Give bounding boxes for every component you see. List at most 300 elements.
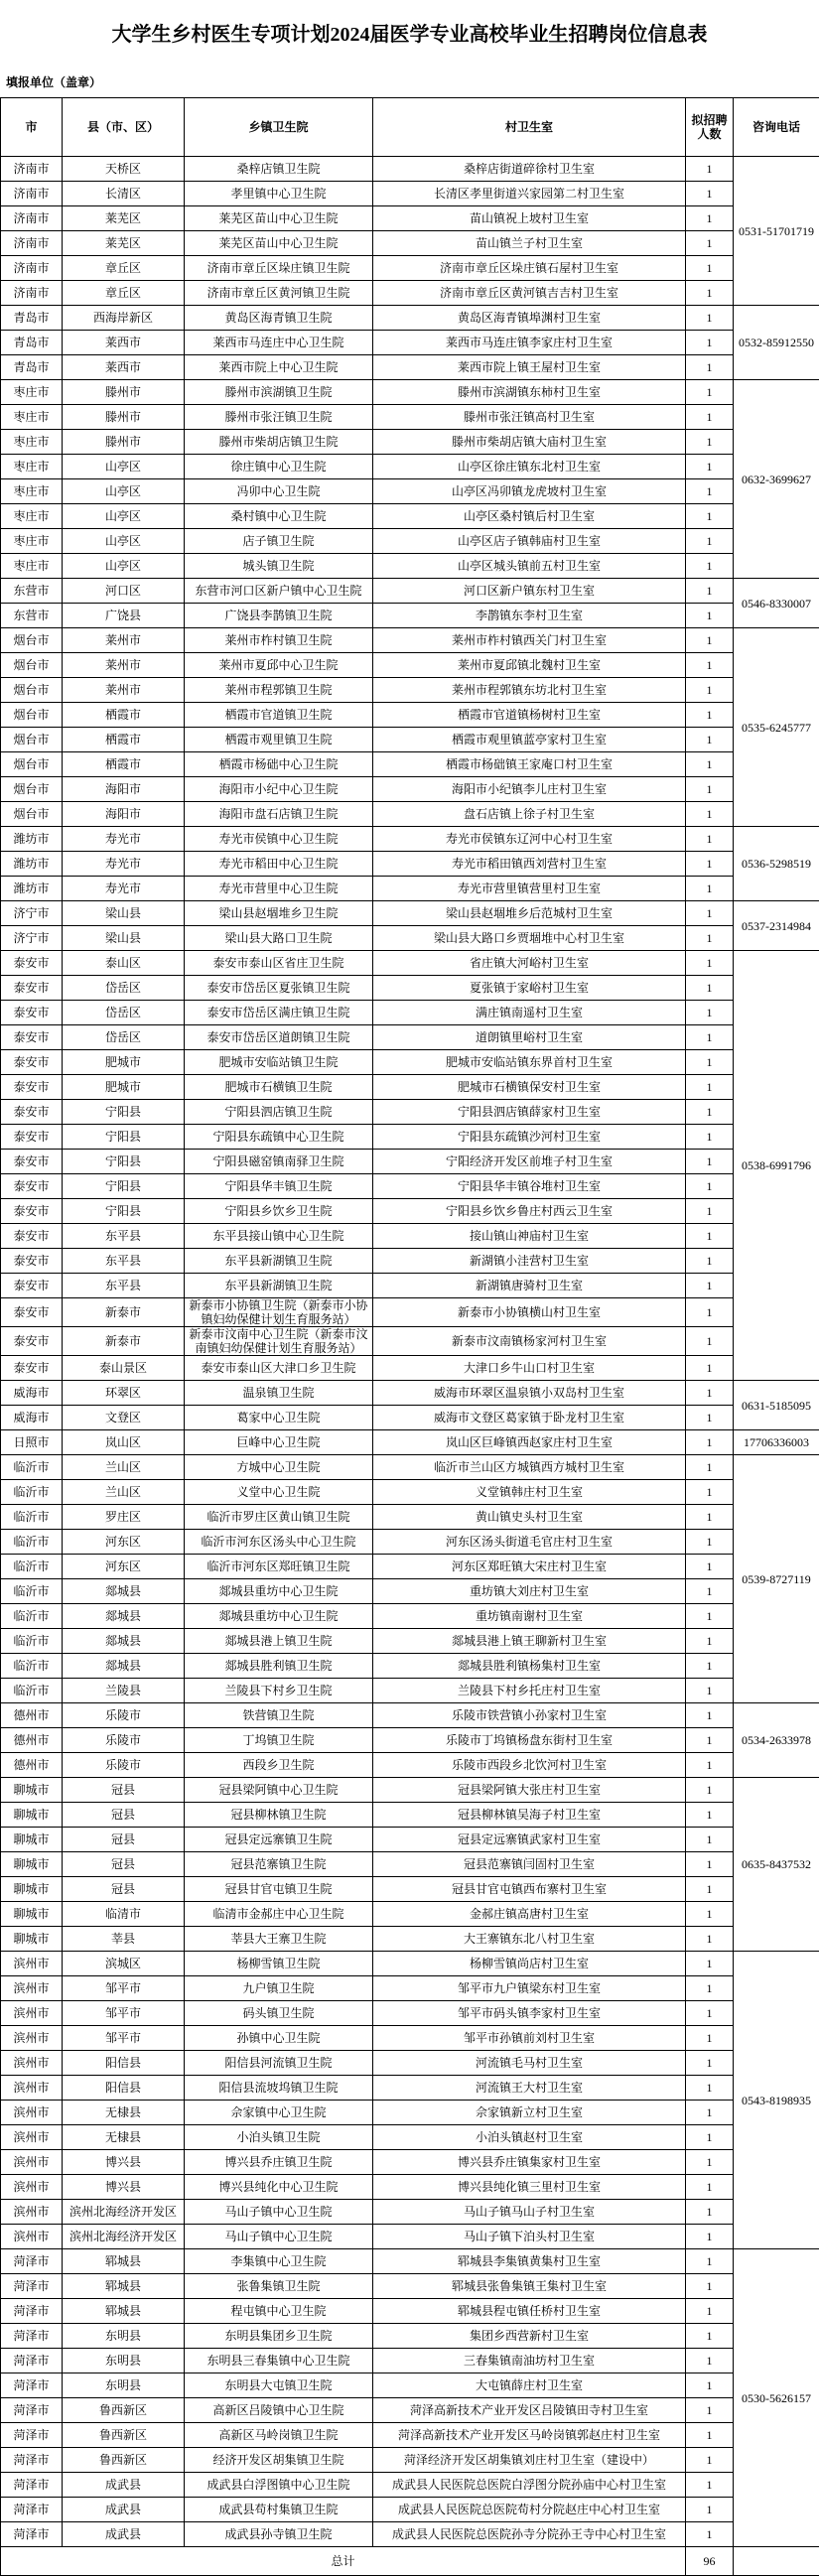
village-cell: 邹平市九户镇梁东村卫生室 (373, 1976, 686, 2001)
county-cell: 山亭区 (63, 455, 185, 479)
header-count (686, 98, 734, 157)
township-cell: 西段乡卫生院 (185, 1753, 373, 1778)
table-row (1, 2249, 819, 2274)
city-cell: 临沂市 (1, 1530, 63, 1555)
table-row (1, 380, 819, 405)
township-cell: 店子镇卫生院 (185, 529, 373, 554)
city-cell: 临沂市 (1, 1480, 63, 1505)
township-cell: 巨峰中心卫生院 (185, 1430, 373, 1455)
township-cell: 黄岛区海青镇卫生院 (185, 306, 373, 331)
county-cell: 兰山区 (63, 1480, 185, 1505)
county-cell: 邹平市 (63, 2001, 185, 2026)
city-cell: 聊城市 (1, 1778, 63, 1803)
county-cell: 梁山县 (63, 926, 185, 951)
table-row (1, 678, 819, 703)
table-row (1, 901, 819, 926)
table-row (1, 2225, 819, 2249)
count-cell: 1 (686, 1530, 734, 1555)
city-cell: 滨州市 (1, 1952, 63, 1976)
count-cell: 1 (686, 777, 734, 802)
village-cell: 郓城县程屯镇任桥村卫生室 (373, 2299, 686, 2324)
township-cell: 东明县三春集镇中心卫生院 (185, 2349, 373, 2373)
county-cell: 滕州市 (63, 380, 185, 405)
count-cell: 1 (686, 1803, 734, 1828)
count-cell: 1 (686, 1455, 734, 1480)
table-row (1, 1555, 819, 1579)
city-cell: 枣庄市 (1, 479, 63, 504)
count-cell: 1 (686, 1728, 734, 1753)
count-cell: 1 (686, 1174, 734, 1199)
village-cell: 重坊镇大刘庄村卫生室 (373, 1579, 686, 1604)
township-cell: 泰安市泰山区大津口乡卫生院 (185, 1356, 373, 1381)
count-cell: 1 (686, 1555, 734, 1579)
county-cell: 莱西市 (63, 331, 185, 355)
table-row (1, 827, 819, 852)
county-cell: 滕州市 (63, 430, 185, 455)
village-cell: 宁阳县华丰镇谷堆村卫生室 (373, 1174, 686, 1199)
table-row (1, 1455, 819, 1480)
village-cell: 临沂市兰山区方城镇西方城村卫生室 (373, 1455, 686, 1480)
county-cell: 岱岳区 (63, 976, 185, 1001)
table-row (1, 1679, 819, 1703)
county-cell: 阳信县 (63, 2076, 185, 2101)
city-cell: 临沂市 (1, 1654, 63, 1679)
village-cell: 莱西市院上镇王屋村卫生室 (373, 355, 686, 380)
city-cell: 枣庄市 (1, 529, 63, 554)
table-row (1, 529, 819, 554)
village-cell: 济南市章丘区黄河镇吉吉村卫生室 (373, 281, 686, 306)
city-cell: 德州市 (1, 1753, 63, 1778)
city-cell: 青岛市 (1, 355, 63, 380)
county-cell: 长清区 (63, 182, 185, 206)
county-cell: 东平县 (63, 1274, 185, 1298)
city-cell: 泰安市 (1, 1356, 63, 1381)
county-cell: 海阳市 (63, 777, 185, 802)
city-cell: 烟台市 (1, 628, 63, 653)
table-row (1, 877, 819, 901)
table-row (1, 504, 819, 529)
table-row (1, 206, 819, 231)
township-cell: 郯城县重坊中心卫生院 (185, 1604, 373, 1629)
county-cell: 莱芜区 (63, 231, 185, 256)
header-count-label: 拟招聘人数 (692, 113, 728, 141)
county-cell: 莘县 (63, 1927, 185, 1952)
city-cell: 枣庄市 (1, 554, 63, 579)
count-cell: 1 (686, 1025, 734, 1050)
count-cell: 1 (686, 1381, 734, 1406)
township-cell: 宁阳县磁窑镇南驿卫生院 (185, 1150, 373, 1174)
township-cell: 寿光市营里中心卫生院 (185, 877, 373, 901)
city-cell: 聊城市 (1, 1852, 63, 1877)
county-cell: 博兴县 (63, 2150, 185, 2175)
township-cell: 冠县定远寨镇卫生院 (185, 1828, 373, 1852)
township-cell: 马山子镇中心卫生院 (185, 2200, 373, 2225)
header-row (1, 98, 819, 157)
village-cell: 郯城县港上镇王聊新村卫生室 (373, 1629, 686, 1654)
village-cell: 栖霞市杨础镇王家庵口村卫生室 (373, 752, 686, 777)
county-cell: 栖霞市 (63, 752, 185, 777)
village-cell: 山亭区店子镇韩庙村卫生室 (373, 529, 686, 554)
county-cell: 寿光市 (63, 852, 185, 877)
county-cell: 肥城市 (63, 1075, 185, 1100)
township-cell: 宁阳县乡饮乡卫生院 (185, 1199, 373, 1224)
table-row (1, 1025, 819, 1050)
township-cell: 栖霞市官道镇卫生院 (185, 703, 373, 728)
township-cell: 博兴县乔庄镇卫生院 (185, 2150, 373, 2175)
count-cell: 1 (686, 2498, 734, 2522)
county-cell: 郓城县 (63, 2274, 185, 2299)
county-cell: 临清市 (63, 1902, 185, 1927)
township-cell: 桑村镇中心卫生院 (185, 504, 373, 529)
county-cell: 章丘区 (63, 281, 185, 306)
count-cell: 1 (686, 2324, 734, 2349)
city-cell: 济南市 (1, 231, 63, 256)
count-cell: 1 (686, 554, 734, 579)
township-cell: 肥城市安临站镇卫生院 (185, 1050, 373, 1075)
township-cell: 泰安市岱岳区夏张镇卫生院 (185, 976, 373, 1001)
county-cell: 文登区 (63, 1406, 185, 1430)
city-cell: 滨州市 (1, 2200, 63, 2225)
table-row (1, 1902, 819, 1927)
village-cell: 满庄镇南遥村卫生室 (373, 1001, 686, 1025)
village-cell: 河口区新户镇东村卫生室 (373, 579, 686, 604)
city-cell: 潍坊市 (1, 877, 63, 901)
count-cell: 1 (686, 231, 734, 256)
count-cell: 1 (686, 1703, 734, 1728)
township-cell: 莱州市程郭镇卫生院 (185, 678, 373, 703)
county-cell: 博兴县 (63, 2175, 185, 2200)
city-cell: 泰安市 (1, 1274, 63, 1298)
table-row (1, 1406, 819, 1430)
table-row (1, 1654, 819, 1679)
table-row (1, 1327, 819, 1356)
recruitment-table (0, 97, 819, 2576)
village-cell: 栖霞市观里镇蓝亭家村卫生室 (373, 728, 686, 752)
township-cell: 莱西市院上中心卫生院 (185, 355, 373, 380)
village-cell: 栖霞市官道镇杨树村卫生室 (373, 703, 686, 728)
village-cell: 金郝庄镇高唐村卫生室 (373, 1902, 686, 1927)
table-row (1, 628, 819, 653)
county-cell: 莱州市 (63, 628, 185, 653)
city-cell: 临沂市 (1, 1555, 63, 1579)
township-cell: 郯城县重坊中心卫生院 (185, 1579, 373, 1604)
village-cell: 莱州市程郭镇东坊北村卫生室 (373, 678, 686, 703)
township-cell: 宁阳县东疏镇中心卫生院 (185, 1125, 373, 1150)
township-cell: 莘县大王寨卫生院 (185, 1927, 373, 1952)
village-cell: 小泊头镇赵村卫生室 (373, 2125, 686, 2150)
county-cell: 成武县 (63, 2498, 185, 2522)
county-cell: 山亭区 (63, 479, 185, 504)
township-cell: 阳信县流坡坞镇卫生院 (185, 2076, 373, 2101)
county-cell: 郯城县 (63, 1604, 185, 1629)
table-row (1, 1356, 819, 1381)
county-cell: 鲁西新区 (63, 2423, 185, 2448)
table-row (1, 1703, 819, 1728)
city-cell: 济南市 (1, 281, 63, 306)
county-cell: 乐陵市 (63, 1753, 185, 1778)
county-cell: 宁阳县 (63, 1125, 185, 1150)
table-row (1, 2473, 819, 2498)
count-cell: 1 (686, 1902, 734, 1927)
village-cell: 宁阳经济开发区前堆子村卫生室 (373, 1150, 686, 1174)
village-cell: 三春集镇南油坊村卫生室 (373, 2349, 686, 2373)
county-cell: 肥城市 (63, 1050, 185, 1075)
count-cell: 1 (686, 752, 734, 777)
county-cell: 滨州北海经济开发区 (63, 2200, 185, 2225)
count-cell: 1 (686, 2373, 734, 2398)
county-cell: 郓城县 (63, 2299, 185, 2324)
count-cell: 1 (686, 2274, 734, 2299)
table-row (1, 1952, 819, 1976)
total-count: 96 (686, 2547, 734, 2576)
county-cell: 无棣县 (63, 2125, 185, 2150)
county-cell: 东平县 (63, 1224, 185, 1249)
table-row (1, 2200, 819, 2225)
count-cell: 1 (686, 1778, 734, 1803)
township-cell: 济南市章丘区垛庄镇卫生院 (185, 256, 373, 281)
count-cell: 1 (686, 1654, 734, 1679)
table-row (1, 405, 819, 430)
county-cell: 山亭区 (63, 529, 185, 554)
county-cell: 郯城县 (63, 1654, 185, 1679)
village-cell: 寿光市侯镇东辽河中心村卫生室 (373, 827, 686, 852)
table-row (1, 2423, 819, 2448)
township-cell: 李集镇中心卫生院 (185, 2249, 373, 2274)
county-cell: 罗庄区 (63, 1505, 185, 1530)
city-cell: 临沂市 (1, 1455, 63, 1480)
village-cell: 乐陵市丁坞镇杨盘东街村卫生室 (373, 1728, 686, 1753)
table-row (1, 1803, 819, 1828)
city-cell: 泰安市 (1, 1298, 63, 1327)
table-row (1, 479, 819, 504)
city-cell: 滨州市 (1, 1976, 63, 2001)
count-cell: 1 (686, 1952, 734, 1976)
city-cell: 济宁市 (1, 901, 63, 926)
city-cell: 临沂市 (1, 1579, 63, 1604)
city-cell: 潍坊市 (1, 827, 63, 852)
table-row (1, 1629, 819, 1654)
village-cell: 滕州市滨湖镇东柿村卫生室 (373, 380, 686, 405)
city-cell: 菏泽市 (1, 2324, 63, 2349)
township-cell: 东明县大屯镇卫生院 (185, 2373, 373, 2398)
village-cell: 山亭区桑村镇后村卫生室 (373, 504, 686, 529)
total-label: 总计 (1, 2547, 686, 2576)
city-cell: 泰安市 (1, 1025, 63, 1050)
count-cell: 1 (686, 2249, 734, 2274)
township-cell: 博兴县纯化中心卫生院 (185, 2175, 373, 2200)
city-cell: 滨州市 (1, 2076, 63, 2101)
township-cell: 东营市河口区新户镇中心卫生院 (185, 579, 373, 604)
table-row (1, 1174, 819, 1199)
phone-cell: 0631-5185095 (734, 1381, 819, 1430)
count-cell: 1 (686, 2076, 734, 2101)
county-cell: 滨州北海经济开发区 (63, 2225, 185, 2249)
township-cell: 滕州市柴胡店镇卫生院 (185, 430, 373, 455)
village-cell: 菏泽高新技术产业开发区马岭岗镇郭赵庄村卫生室 (373, 2423, 686, 2448)
county-cell: 滕州市 (63, 405, 185, 430)
table-row (1, 2324, 819, 2349)
table-row (1, 1852, 819, 1877)
city-cell: 枣庄市 (1, 430, 63, 455)
county-cell: 河口区 (63, 579, 185, 604)
city-cell: 德州市 (1, 1703, 63, 1728)
table-row (1, 2125, 819, 2150)
table-row (1, 802, 819, 827)
township-cell: 海阳市盘石店镇卫生院 (185, 802, 373, 827)
city-cell: 聊城市 (1, 1803, 63, 1828)
city-cell: 泰安市 (1, 1150, 63, 1174)
county-cell: 山亭区 (63, 504, 185, 529)
table-row (1, 604, 819, 628)
village-cell: 冠县梁阿镇大张庄村卫生室 (373, 1778, 686, 1803)
village-cell: 邹平市码头镇李家村卫生室 (373, 2001, 686, 2026)
count-cell: 1 (686, 2473, 734, 2498)
village-cell: 威海市环翠区温泉镇小双岛村卫生室 (373, 1381, 686, 1406)
table-row (1, 1050, 819, 1075)
city-cell: 菏泽市 (1, 2274, 63, 2299)
county-cell: 郯城县 (63, 1629, 185, 1654)
city-cell: 聊城市 (1, 1927, 63, 1952)
phone-cell: 0535-6245777 (734, 628, 819, 827)
count-cell: 1 (686, 1249, 734, 1274)
phone-cell: 0543-8198935 (734, 1952, 819, 2249)
city-cell: 东营市 (1, 604, 63, 628)
count-cell: 1 (686, 355, 734, 380)
township-cell: 莱州市夏邱中心卫生院 (185, 653, 373, 678)
count-cell: 1 (686, 1877, 734, 1902)
township-cell: 东平县接山镇中心卫生院 (185, 1224, 373, 1249)
city-cell: 枣庄市 (1, 380, 63, 405)
table-row (1, 430, 819, 455)
village-cell: 郓城县张鲁集镇王集村卫生室 (373, 2274, 686, 2299)
county-cell: 新泰市 (63, 1327, 185, 1356)
count-cell: 1 (686, 1505, 734, 1530)
village-cell: 夏张镇于家峪村卫生室 (373, 976, 686, 1001)
phone-cell: 0632-3699627 (734, 380, 819, 579)
city-cell: 泰安市 (1, 1249, 63, 1274)
phone-cell: 0536-5298519 (734, 827, 819, 901)
village-cell: 山亭区城头镇前五村卫生室 (373, 554, 686, 579)
village-cell: 博兴县乔庄镇集家村卫生室 (373, 2150, 686, 2175)
township-cell: 郯城县港上镇卫生院 (185, 1629, 373, 1654)
village-cell: 兰陵县下村乡托庄村卫生室 (373, 1679, 686, 1703)
village-cell: 大王寨镇东北八村卫生室 (373, 1927, 686, 1952)
county-cell: 东明县 (63, 2373, 185, 2398)
table-row (1, 1976, 819, 2001)
village-cell: 李鹊镇东李村卫生室 (373, 604, 686, 628)
township-cell: 张鲁集镇卫生院 (185, 2274, 373, 2299)
count-cell: 1 (686, 281, 734, 306)
county-cell: 成武县 (63, 2473, 185, 2498)
township-cell: 桑梓店镇卫生院 (185, 157, 373, 182)
city-cell: 泰安市 (1, 1100, 63, 1125)
township-cell: 宁阳县华丰镇卫生院 (185, 1174, 373, 1199)
village-cell: 山亭区徐庄镇东北村卫生室 (373, 455, 686, 479)
county-cell: 阳信县 (63, 2051, 185, 2076)
county-cell: 东明县 (63, 2324, 185, 2349)
county-cell: 郯城县 (63, 1579, 185, 1604)
county-cell: 兰陵县 (63, 1679, 185, 1703)
city-cell: 烟台市 (1, 678, 63, 703)
township-cell: 高新区马岭岗镇卫生院 (185, 2423, 373, 2448)
city-cell: 济南市 (1, 182, 63, 206)
township-cell: 经济开发区胡集镇卫生院 (185, 2448, 373, 2473)
header-township: 乡镇卫生院 (185, 98, 373, 157)
village-cell: 盘石店镇上徐子村卫生室 (373, 802, 686, 827)
county-cell: 广饶县 (63, 604, 185, 628)
village-cell: 马山子镇下泊头村卫生室 (373, 2225, 686, 2249)
city-cell: 东营市 (1, 579, 63, 604)
township-cell: 寿光市侯镇中心卫生院 (185, 827, 373, 852)
township-cell: 方城中心卫生院 (185, 1455, 373, 1480)
township-cell: 莱芜区苗山中心卫生院 (185, 206, 373, 231)
table-row (1, 182, 819, 206)
count-cell: 1 (686, 678, 734, 703)
county-cell: 岱岳区 (63, 1025, 185, 1050)
county-cell: 寿光市 (63, 827, 185, 852)
village-cell: 冠县甘官屯镇西布寨村卫生室 (373, 1877, 686, 1902)
city-cell: 临沂市 (1, 1629, 63, 1654)
city-cell: 济南市 (1, 206, 63, 231)
county-cell: 西海岸新区 (63, 306, 185, 331)
count-cell: 1 (686, 479, 734, 504)
count-cell: 1 (686, 1125, 734, 1150)
count-cell: 1 (686, 2349, 734, 2373)
county-cell: 乐陵市 (63, 1703, 185, 1728)
village-cell: 梁山县大路口乡贾堌堆中心村卫生室 (373, 926, 686, 951)
city-cell: 枣庄市 (1, 455, 63, 479)
village-cell: 寿光市稻田镇西刘营村卫生室 (373, 852, 686, 877)
county-cell: 无棣县 (63, 2101, 185, 2125)
county-cell: 宁阳县 (63, 1100, 185, 1125)
count-cell: 1 (686, 1604, 734, 1629)
table-row (1, 1381, 819, 1406)
county-cell: 滨城区 (63, 1952, 185, 1976)
count-cell: 1 (686, 653, 734, 678)
village-cell: 重坊镇南谢村卫生室 (373, 1604, 686, 1629)
table-row (1, 1828, 819, 1852)
count-cell: 1 (686, 2125, 734, 2150)
page-title: 大学生乡村医生专项计划2024届医学专业高校毕业生招聘岗位信息表 (0, 18, 819, 47)
county-cell: 兰山区 (63, 1455, 185, 1480)
city-cell: 菏泽市 (1, 2423, 63, 2448)
table-row (1, 1728, 819, 1753)
count-cell: 1 (686, 2026, 734, 2051)
county-cell: 岚山区 (63, 1430, 185, 1455)
phone-cell: 0531-51701719 (734, 157, 819, 306)
count-cell: 1 (686, 976, 734, 1001)
county-cell: 东平县 (63, 1249, 185, 1274)
village-cell: 邹平市孙镇前刘村卫生室 (373, 2026, 686, 2051)
village-cell: 新泰市汶南镇杨家河村卫生室 (373, 1327, 686, 1356)
township-cell: 广饶县李鹊镇卫生院 (185, 604, 373, 628)
village-cell: 佘家镇新立村卫生室 (373, 2101, 686, 2125)
county-cell: 冠县 (63, 1778, 185, 1803)
city-cell: 临沂市 (1, 1604, 63, 1629)
count-cell: 1 (686, 2001, 734, 2026)
count-cell: 1 (686, 1327, 734, 1356)
city-cell: 菏泽市 (1, 2373, 63, 2398)
city-cell: 临沂市 (1, 1679, 63, 1703)
township-cell: 栖霞市观里镇卫生院 (185, 728, 373, 752)
township-cell: 阳信县河流镇卫生院 (185, 2051, 373, 2076)
count-cell: 1 (686, 1075, 734, 1100)
count-cell: 1 (686, 1150, 734, 1174)
count-cell: 1 (686, 1356, 734, 1381)
count-cell: 1 (686, 951, 734, 976)
county-cell: 莱芜区 (63, 206, 185, 231)
city-cell: 菏泽市 (1, 2473, 63, 2498)
